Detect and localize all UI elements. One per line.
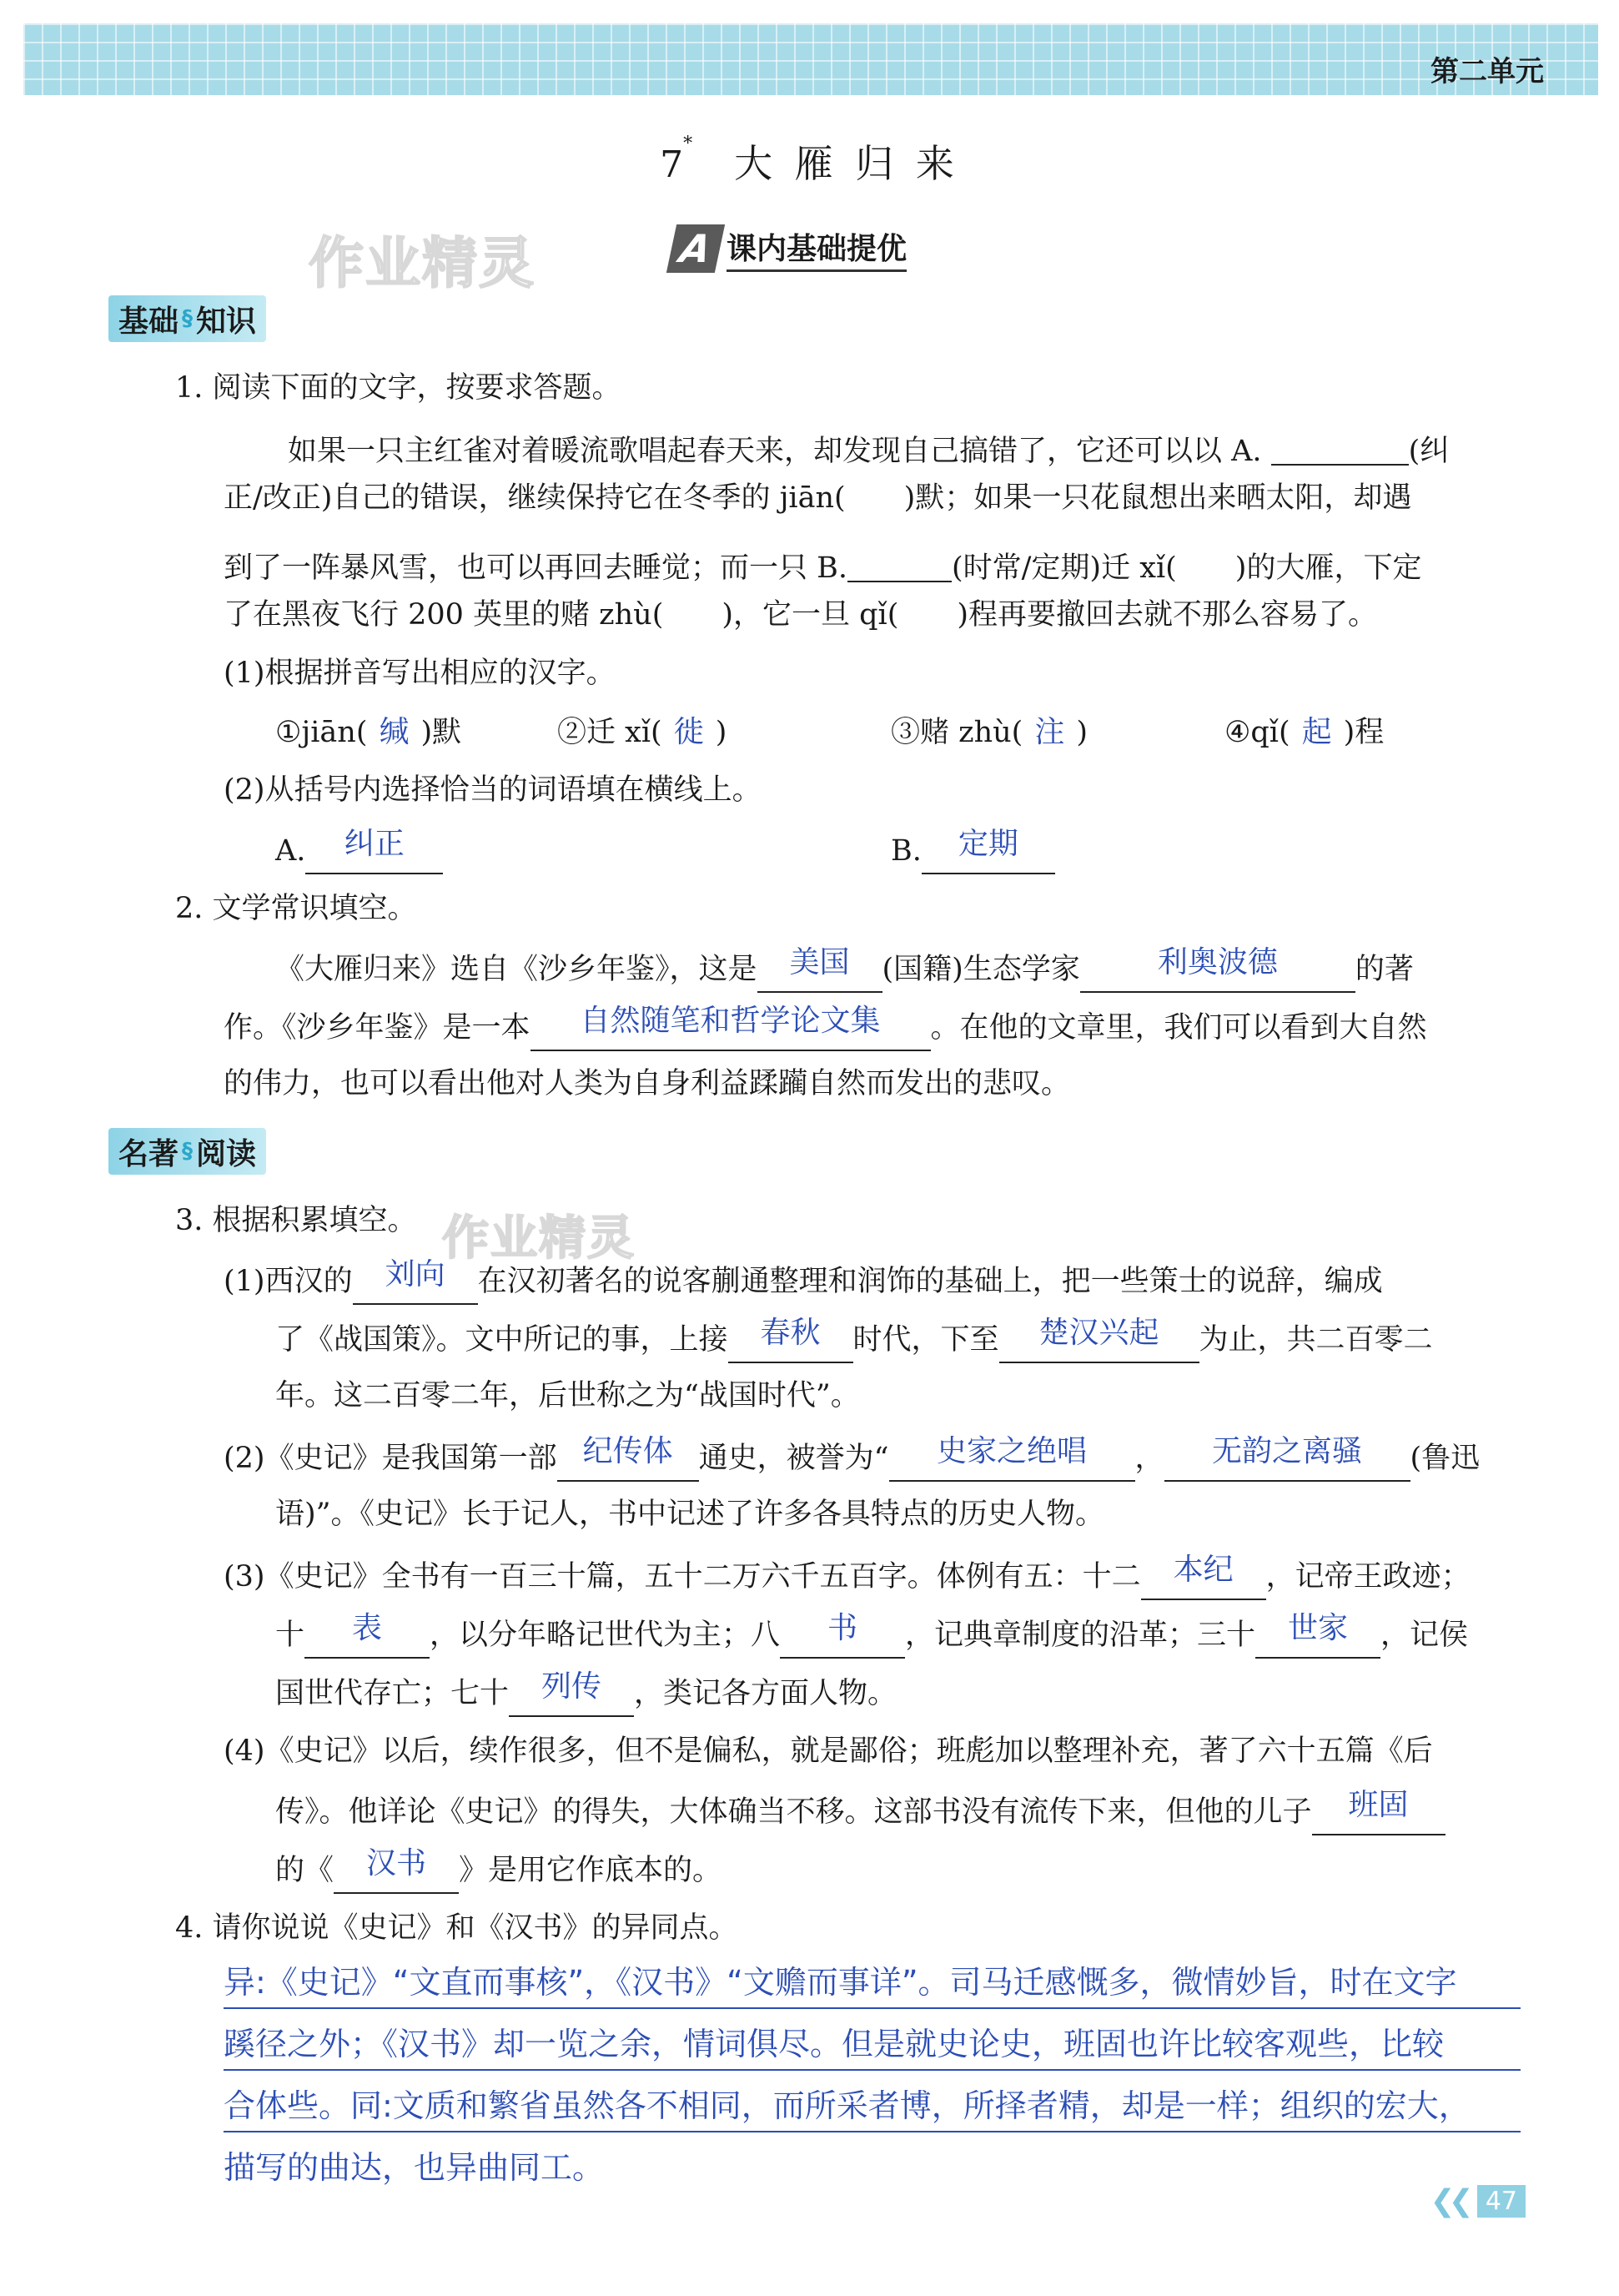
answer: 注 bbox=[1034, 715, 1065, 749]
answer: 本纪 bbox=[1173, 1553, 1234, 1587]
watermark: 作业精灵 bbox=[309, 231, 535, 295]
lesson-title-text: 大 雁 归 来 bbox=[734, 141, 959, 186]
answer: 刘向 bbox=[385, 1257, 445, 1292]
answer: 自然随笔和哲学论文集 bbox=[580, 1004, 881, 1038]
q2-line2: 作。《沙乡年鉴》是一本 自然随笔和哲学论文集 。在他的文章里，我们可以看到大自然 bbox=[224, 1011, 1427, 1046]
q3-s2-line2: 语)”。《史记》长于记人，书中记述了许多各具特点的历史人物。 bbox=[275, 1498, 1105, 1531]
q4-answer-line-1: 异:《史记》“文直而事核”，《汉书》“文赡而事详”。司马迁感慨多，微情妙旨，时在文字 bbox=[224, 1957, 1521, 2009]
category-basic-knowledge: 基础 § 知识 bbox=[108, 295, 266, 342]
answer: 春秋 bbox=[760, 1316, 821, 1350]
q2-line1: 《大雁归来》选自《沙乡年鉴》，这是 美国 (国籍)生态学家 利奥波德 的著 bbox=[275, 953, 1414, 988]
answer: 史家之绝唱 bbox=[936, 1434, 1087, 1468]
answer: 楚汉兴起 bbox=[1038, 1316, 1159, 1350]
section-letter: A bbox=[666, 224, 725, 273]
q1-stem: 1. 阅读下面的文字，按要求答题。 bbox=[175, 371, 621, 405]
q2-stem: 2. 文学常识填空。 bbox=[175, 892, 417, 925]
category-classics-reading: 名著 § 阅读 bbox=[108, 1128, 266, 1175]
q4-stem: 4. 请你说说《史记》和《汉书》的异同点。 bbox=[175, 1911, 738, 1945]
q3-s4-line1: (4)《史记》以后，续作很多，但不是偏私，就是鄙俗；班彪加以整理补充，著了六十五篇《后 bbox=[224, 1735, 1433, 1768]
q1-passage-line1: 如果一只主红雀对着暖流歌唱起春天来，却发现自己搞错了，它还可以以 A. (纠 bbox=[288, 425, 1449, 466]
q1-sub2: (2)从括号内选择恰当的词语填在横线上。 bbox=[224, 773, 762, 807]
pinyin-item-1: ①jiān( 缄 )默 bbox=[275, 715, 462, 749]
pinyin-item-2: ②迁 xǐ( 徙 ) bbox=[557, 715, 727, 749]
answer: 缄 bbox=[379, 715, 410, 749]
answer: 班固 bbox=[1348, 1788, 1409, 1822]
q3-s3-line3: 国世代存亡；七十 列传 ，类记各方面人物。 bbox=[275, 1677, 897, 1712]
answer: 无韵之离骚 bbox=[1212, 1434, 1363, 1468]
answer: 利奥波德 bbox=[1157, 945, 1278, 979]
q1-answer-a: A. 纠正 bbox=[275, 834, 443, 869]
answer: 美国 bbox=[789, 945, 850, 979]
q3-s1-line3: 年。这二百零二年，后世称之为“战国时代”。 bbox=[275, 1379, 860, 1412]
answer: 书 bbox=[827, 1611, 858, 1645]
answer: 纠正 bbox=[344, 827, 405, 861]
pinyin-item-4: ④qǐ( 起 )程 bbox=[1224, 715, 1385, 749]
q1-passage-line4: 了在黑夜飞行 200 英里的赌 zhù( )，它一旦 qǐ( )程再要撤回去就不那么容易了。 bbox=[224, 598, 1378, 632]
answer: 列传 bbox=[541, 1669, 602, 1704]
q3-s1-line1: (1)西汉的 刘向 在汉初著名的说客蒯通整理和润饰的基础上，把一些策士的说辞，编成 bbox=[224, 1265, 1383, 1300]
q4-answer-line-3: 合体些。同:文质和繁省虽然各不相同，而所采者博，所择者精，却是一样；组织的宏大， bbox=[224, 2081, 1521, 2132]
unit-label: 第二单元 bbox=[1430, 55, 1544, 88]
section-title: 课内基础提优 bbox=[727, 225, 907, 272]
q3-s1-line2: 了《战国策》。文中所记的事，上接 春秋 时代，下至 楚汉兴起 为止，共二百零二 bbox=[275, 1323, 1433, 1358]
answer: 起 bbox=[1301, 715, 1332, 749]
answer: 徙 bbox=[673, 715, 704, 749]
chevron-left-icon: ❮❮ bbox=[1430, 2184, 1467, 2218]
q1-sub1: (1)根据拼音写出相应的汉字。 bbox=[224, 657, 616, 690]
q2-line3: 的伟力，也可以看出他对人类为自身利益蹂躏自然而发出的悲叹。 bbox=[224, 1067, 1071, 1100]
pinyin-item-3: ③赌 zhù( 注 ) bbox=[891, 715, 1088, 749]
section-badge bbox=[671, 224, 907, 274]
q4-answer-line-4: 描写的曲达，也异曲同工。 bbox=[224, 2149, 605, 2186]
q3-s3-line1: (3)《史记》全书有一百三十篇，五十二万六千五百字。体例有五：十二 本纪 ，记帝王政迹； bbox=[224, 1560, 1471, 1595]
lesson-number: 7* bbox=[660, 133, 693, 186]
q1-passage-line3: 到了一阵暴风雪，也可以再回去睡觉；而一只 B. (时常/定期)迁 xǐ( )的大雁，下定 bbox=[224, 542, 1421, 583]
answer: 纪传体 bbox=[582, 1434, 673, 1468]
q4-answer-line-2: 蹊径之外；《汉书》却一览之余，情词俱尽。但是就史论史，班固也许比较客观些，比较 bbox=[224, 2019, 1521, 2071]
answer: 汉书 bbox=[366, 1846, 427, 1881]
answer: 定期 bbox=[958, 827, 1018, 861]
q3-stem: 3. 根据积累填空。 bbox=[175, 1204, 417, 1237]
lesson-title bbox=[0, 133, 1619, 189]
q3-s4-line3: 的《 汉书 》是用它作底本的。 bbox=[275, 1854, 722, 1889]
page-number: ❮❮ 47 bbox=[1430, 2184, 1526, 2218]
q1-passage-line2: 正/改正)自己的错误，继续保持它在冬季的 jiān( )默；如果一只花鼠想出来晒太阳，却遇 bbox=[224, 481, 1412, 515]
answer: 世家 bbox=[1288, 1611, 1349, 1645]
q3-s2-line1: (2)《史记》是我国第一部 纪传体 通史，被誉为“ 史家之绝唱 ， 无韵之离骚 (鲁迅 bbox=[224, 1442, 1480, 1477]
header-band bbox=[23, 23, 1598, 95]
q3-s3-line2: 十 表 ，以分年略记世代为主；八 书 ，记典章制度的沿革；三十 世家 ，记侯 bbox=[275, 1619, 1468, 1654]
q3-s4-line2: 传》。他详论《史记》的得失，大体确当不移。这部书没有流传下来，但他的儿子 班固 bbox=[275, 1795, 1446, 1830]
watermark: 作业精灵 bbox=[442, 1211, 636, 1266]
answer: 表 bbox=[352, 1611, 383, 1645]
q1-answer-b: B. 定期 bbox=[891, 834, 1055, 869]
